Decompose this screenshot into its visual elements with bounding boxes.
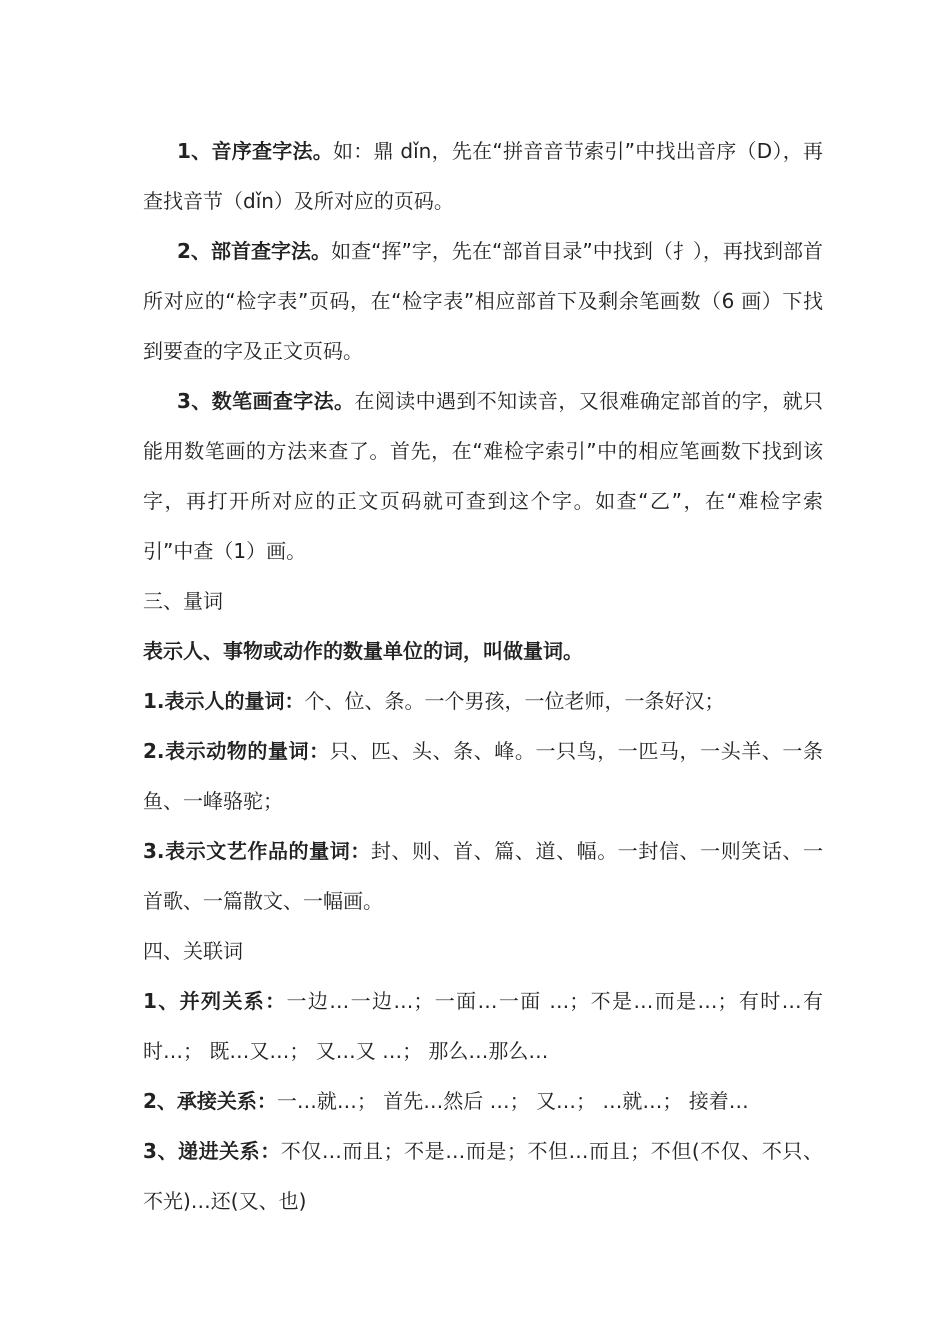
conjunction-label: 2、承接关系： bbox=[143, 1089, 277, 1113]
method-radical-title: 2、部首查字法。 bbox=[177, 239, 332, 263]
conjunction-text: 一…就…； 首先…然后 …； 又…； …就…； 接着… bbox=[276, 1089, 749, 1113]
measure-word-label: 3.表示文艺作品的量词： bbox=[143, 839, 371, 863]
method-phonetic-title: 1、音序查字法。 bbox=[177, 139, 334, 163]
conjunction-text: 不仅…而且；不是…而是；不但…而且；不但(不仅、不只、不光)…还(又、也) bbox=[143, 1139, 823, 1213]
conjunction-item bbox=[143, 976, 823, 1076]
method-stroke-count bbox=[143, 376, 823, 576]
measure-word-label: 2.表示动物的量词： bbox=[143, 739, 330, 763]
method-phonetic bbox=[143, 126, 823, 226]
method-stroke-count-text: 在阅读中遇到不知读音，又很难确定部首的字，就只能用数笔画的方法来查了。首先，在“难检字索引”中的相应笔画数下找到该字，再打开所对应的正文页码就可查到这个字。如查“乙”，在“难检字索引”中查（1）画。 bbox=[143, 389, 824, 563]
document-page bbox=[143, 126, 823, 1226]
conjunction-label: 3、递进关系： bbox=[143, 1139, 281, 1163]
measure-word-label: 1.表示人的量词： bbox=[143, 689, 305, 713]
section-heading-measure-words: 三、量词 bbox=[143, 589, 223, 613]
section-heading-conjunctions: 四、关联词 bbox=[143, 939, 243, 963]
measure-word-text: 个、位、条。一个男孩，一位老师，一条好汉； bbox=[304, 689, 725, 713]
measure-words-definition: 表示人、事物或动作的数量单位的词，叫做量词。 bbox=[143, 639, 583, 663]
measure-word-item bbox=[143, 826, 823, 926]
method-phonetic-text: 如：鼎 dǐn，先在“拼音音节索引”中找出音序（D），再查找音节（dǐn）及所对应的页码。 bbox=[143, 139, 823, 213]
measure-word-text: 只、匹、头、条、峰。一只鸟，一匹马，一头羊、一条鱼、一峰骆驼； bbox=[143, 739, 824, 813]
conjunction-item bbox=[143, 1126, 823, 1226]
conjunction-text: 一边…一边…；一面…一面 …；不是…而是…；有时…有时…； 既…又…； 又…又 …； 那么…那么… bbox=[143, 989, 824, 1063]
method-radical bbox=[143, 226, 823, 376]
measure-word-text: 封、则、首、篇、道、幅。一封信、一则笑话、一首歌、一篇散文、一幅画。 bbox=[143, 839, 824, 913]
method-stroke-count-title: 3、数笔画查字法。 bbox=[177, 389, 355, 413]
measure-word-item bbox=[143, 726, 823, 826]
conjunction-label: 1、并列关系： bbox=[143, 989, 287, 1013]
conjunction-item bbox=[143, 1076, 823, 1126]
measure-word-item bbox=[143, 676, 823, 726]
method-radical-text: 如查“挥”字，先在“部首目录”中找到（扌），再找到部首所对应的“检字表”页码，在“检字表”相应部首下及剩余笔画数（6 画）下找到要查的字及正文页码。 bbox=[143, 239, 824, 363]
